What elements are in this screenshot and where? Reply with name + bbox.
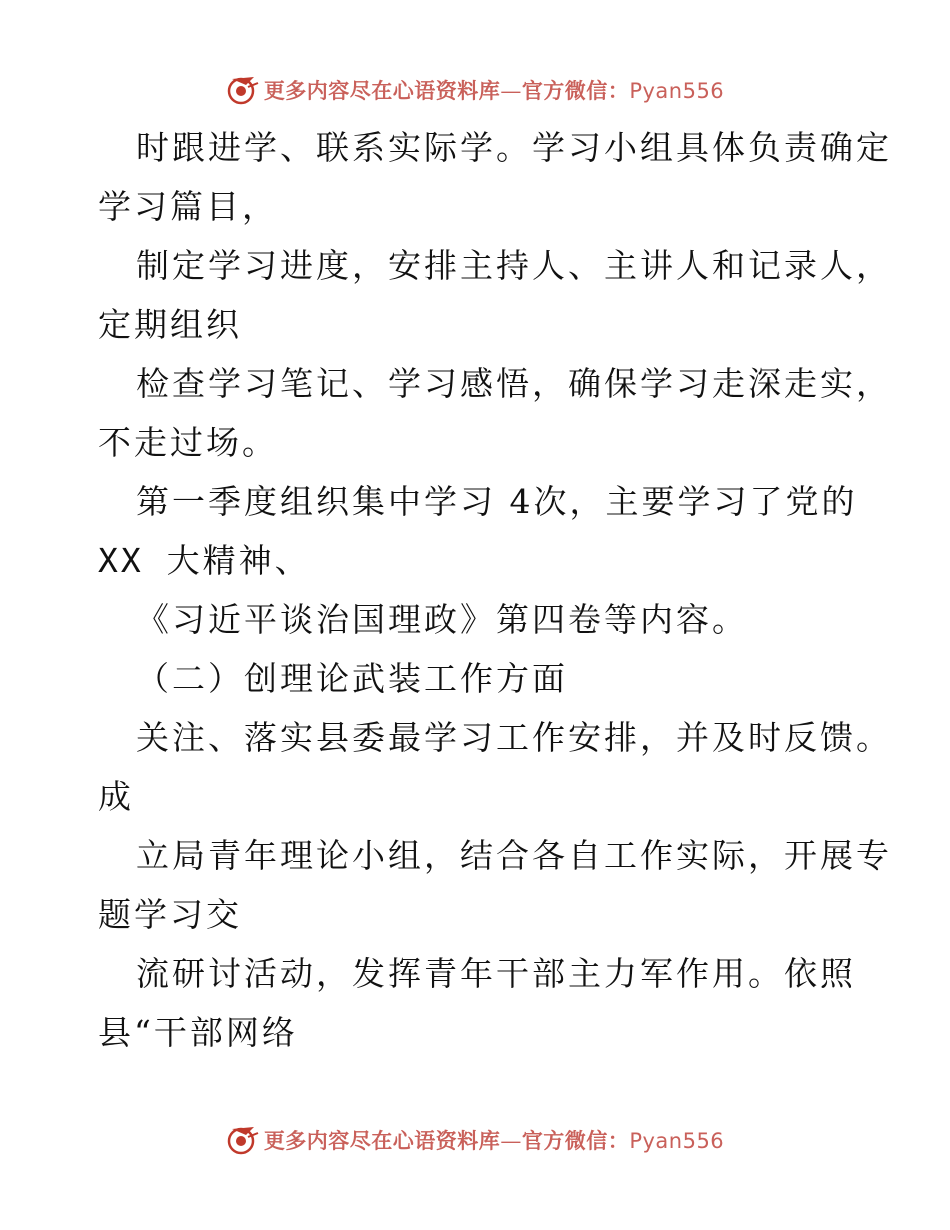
- text-line: 时跟进学、联系实际学。学习小组具体负责确定: [136, 128, 892, 167]
- watermark-brand: 更多内容尽在心语资料库: [263, 1128, 501, 1153]
- watermark-brand: 更多内容尽在心语资料库: [263, 78, 501, 103]
- text-line: 第一季度组织集中学习 4次，主要学习了党的: [136, 482, 858, 521]
- text-line: XX 大精神、: [98, 541, 311, 580]
- section-heading: （二）创理论武装工作方面: [136, 659, 568, 698]
- text-line: 检查学习笔记、学习感悟，确保学习走深走实，: [136, 364, 892, 403]
- text-line: 关注、落实县委最学习工作安排，并及时反馈。: [136, 718, 892, 757]
- header-watermark: [0, 70, 950, 110]
- watermark-contact-label: 官方微信：: [521, 78, 630, 103]
- text-line: 流研讨活动，发挥青年干部主力军作用。依照: [136, 954, 856, 993]
- text-line: 县“干部网络: [98, 1013, 298, 1052]
- watermark-contact-label: 官方微信：: [521, 1128, 630, 1153]
- watermark-contact-id: Pyan556: [629, 79, 725, 103]
- watermark-text: [264, 1125, 724, 1155]
- watermark-separator: —: [500, 79, 522, 103]
- text-line: 不走过场。: [98, 423, 278, 462]
- brand-logo-icon: [226, 73, 260, 107]
- text-line: 学习篇目，: [98, 187, 278, 226]
- text-line: 成: [98, 777, 134, 816]
- text-line: 《习近平谈治国理政》第四卷等内容。: [136, 600, 748, 639]
- footer-watermark: [0, 1120, 950, 1160]
- text-line: 题学习交: [98, 895, 242, 934]
- watermark-contact-id: Pyan556: [629, 1129, 725, 1153]
- brand-logo-icon: [226, 1123, 260, 1157]
- watermark-text: [264, 75, 724, 105]
- text-line: 立局青年理论小组，结合各自工作实际，开展专: [136, 836, 892, 875]
- text-line: 定期组织: [98, 305, 242, 344]
- text-line: 制定学习进度，安排主持人、主讲人和记录人，: [136, 246, 892, 285]
- watermark-separator: —: [500, 1129, 522, 1153]
- document-body: [98, 118, 898, 1062]
